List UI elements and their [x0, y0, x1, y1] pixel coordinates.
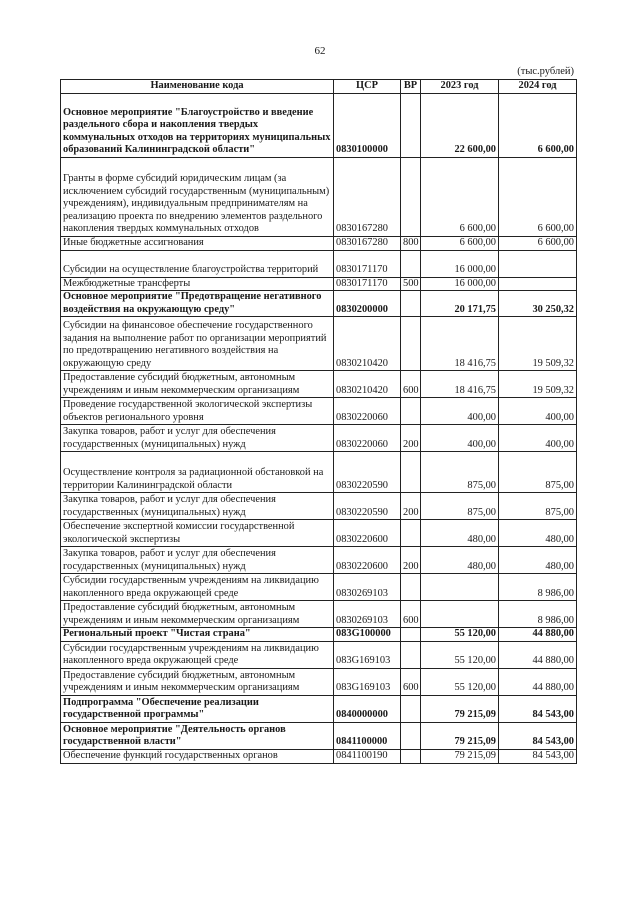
table-row — [61, 601, 577, 628]
table-row — [61, 493, 577, 520]
cell-2023: 22 600,00 — [421, 94, 499, 158]
cell-vr — [401, 520, 421, 547]
cell-vr: 600 — [401, 601, 421, 628]
cell-vr — [401, 291, 421, 317]
units-label: (тыс.рублей) — [517, 66, 574, 77]
table-row — [61, 398, 577, 425]
cell-2023: 6 600,00 — [421, 237, 499, 251]
cell-name: Обеспечение экспертной комиссии государственной экологической экспертизы — [61, 520, 334, 547]
table-body — [61, 94, 577, 764]
cell-2024: 8 986,00 — [499, 574, 577, 601]
cell-csr: 0830269103 — [334, 574, 401, 601]
table-row — [61, 722, 577, 749]
cell-vr — [401, 317, 421, 371]
cell-2023: 875,00 — [421, 452, 499, 493]
cell-csr: 0841100190 — [334, 749, 401, 763]
header-vr: ВР — [401, 80, 421, 94]
header-csr: ЦСР — [334, 80, 401, 94]
cell-2023: 79 215,09 — [421, 722, 499, 749]
cell-name: Предоставление субсидий бюджетным, автономным учреждениям и иным некоммерческим организациям — [61, 668, 334, 695]
cell-2023: 6 600,00 — [421, 158, 499, 237]
table-row — [61, 547, 577, 574]
cell-csr: 0830167280 — [334, 158, 401, 237]
table-row — [61, 94, 577, 158]
cell-2024: 8 986,00 — [499, 601, 577, 628]
table-row — [61, 628, 577, 642]
cell-2024: 19 509,32 — [499, 371, 577, 398]
table-row — [61, 695, 577, 722]
cell-name: Осуществление контроля за радиационной обстановкой на территории Калининградской области — [61, 452, 334, 493]
cell-2024: 44 880,00 — [499, 641, 577, 668]
table-row — [61, 237, 577, 251]
cell-vr — [401, 452, 421, 493]
cell-2024: 400,00 — [499, 425, 577, 452]
table-row — [61, 425, 577, 452]
cell-name: Предоставление субсидий бюджетным, автономным учреждениям и иным некоммерческим организациям — [61, 601, 334, 628]
page-number: 62 — [314, 45, 326, 57]
cell-csr: 0830200000 — [334, 291, 401, 317]
cell-2024: 44 880,00 — [499, 628, 577, 642]
cell-csr: 0830220590 — [334, 452, 401, 493]
table-row — [61, 668, 577, 695]
cell-vr: 200 — [401, 425, 421, 452]
cell-2023: 480,00 — [421, 520, 499, 547]
table-header-row — [61, 80, 577, 94]
cell-2024: 480,00 — [499, 547, 577, 574]
cell-csr: 0830220600 — [334, 547, 401, 574]
cell-name: Проведение государственной экологической экспертизы объектов регионального уровня — [61, 398, 334, 425]
cell-vr — [401, 94, 421, 158]
cell-name: Субсидии государственным учреждениям на ликвидацию накопленного вреда окружающей среде — [61, 641, 334, 668]
cell-2024: 875,00 — [499, 493, 577, 520]
cell-vr: 200 — [401, 547, 421, 574]
cell-csr: 083G169103 — [334, 641, 401, 668]
cell-vr — [401, 695, 421, 722]
cell-2024 — [499, 250, 577, 277]
cell-name: Подпрограмма "Обеспечение реализации государственной программы" — [61, 695, 334, 722]
cell-name: Субсидии на осуществление благоустройства территорий — [61, 250, 334, 277]
cell-csr: 0830100000 — [334, 94, 401, 158]
cell-csr: 0830210420 — [334, 371, 401, 398]
cell-name: Закупка товаров, работ и услуг для обеспечения государственных (муниципальных) нужд — [61, 493, 334, 520]
table-row — [61, 371, 577, 398]
cell-2023: 18 416,75 — [421, 317, 499, 371]
cell-2023: 18 416,75 — [421, 371, 499, 398]
cell-2023: 55 120,00 — [421, 668, 499, 695]
cell-name: Закупка товаров, работ и услуг для обеспечения государственных (муниципальных) нужд — [61, 425, 334, 452]
cell-csr: 0830220060 — [334, 398, 401, 425]
cell-csr: 0830210420 — [334, 317, 401, 371]
cell-2023: 480,00 — [421, 547, 499, 574]
cell-name: Основное мероприятие "Благоустройство и введение раздельного сбора и накопления твердых коммунальных отходов на территориях муниципальных образований Калининградской области" — [61, 94, 334, 158]
table-row — [61, 452, 577, 493]
cell-2023: 55 120,00 — [421, 641, 499, 668]
table-row — [61, 520, 577, 547]
cell-2024: 84 543,00 — [499, 749, 577, 763]
cell-vr: 200 — [401, 493, 421, 520]
cell-name: Субсидии на финансовое обеспечение государственного задания на выполнение работ по организации мероприятий по предотвращению негативного воздействия на окружающую среду — [61, 317, 334, 371]
cell-csr: 0830171170 — [334, 250, 401, 277]
cell-csr: 0840000000 — [334, 695, 401, 722]
cell-2024: 44 880,00 — [499, 668, 577, 695]
table-row — [61, 641, 577, 668]
cell-vr — [401, 641, 421, 668]
header-name: Наименование кода — [61, 80, 334, 94]
cell-vr — [401, 250, 421, 277]
cell-2024: 19 509,32 — [499, 317, 577, 371]
cell-2023: 55 120,00 — [421, 628, 499, 642]
cell-name: Межбюджетные трансферты — [61, 277, 334, 291]
cell-name: Гранты в форме субсидий юридическим лицам (за исключением субсидий государственным (муниципальным) учреждениям), индивидуальным предпринимателям на реализацию проекта по внедрению элементов раздельного накопления твердых коммунальных отходов — [61, 158, 334, 237]
cell-2023: 400,00 — [421, 398, 499, 425]
cell-csr: 0830269103 — [334, 601, 401, 628]
header-2023: 2023 год — [421, 80, 499, 94]
table-row — [61, 291, 577, 317]
cell-vr — [401, 628, 421, 642]
cell-2023: 16 000,00 — [421, 277, 499, 291]
cell-2024: 84 543,00 — [499, 722, 577, 749]
cell-vr: 600 — [401, 371, 421, 398]
cell-2023: 20 171,75 — [421, 291, 499, 317]
table-row — [61, 277, 577, 291]
cell-2024: 875,00 — [499, 452, 577, 493]
cell-csr: 083G169103 — [334, 668, 401, 695]
cell-2024: 30 250,32 — [499, 291, 577, 317]
cell-csr: 0830167280 — [334, 237, 401, 251]
cell-name: Основное мероприятие "Предотвращение негативного воздействия на окружающую среду" — [61, 291, 334, 317]
cell-vr — [401, 398, 421, 425]
cell-2024: 6 600,00 — [499, 237, 577, 251]
cell-csr: 0830220600 — [334, 520, 401, 547]
cell-csr: 0830220060 — [334, 425, 401, 452]
cell-2024: 400,00 — [499, 398, 577, 425]
cell-2024 — [499, 277, 577, 291]
cell-2024: 84 543,00 — [499, 695, 577, 722]
cell-vr: 500 — [401, 277, 421, 291]
cell-csr: 0830171170 — [334, 277, 401, 291]
cell-name: Региональный проект "Чистая страна" — [61, 628, 334, 642]
cell-2023 — [421, 574, 499, 601]
cell-2024: 6 600,00 — [499, 94, 577, 158]
table-row — [61, 749, 577, 763]
cell-csr: 0841100000 — [334, 722, 401, 749]
cell-2023: 79 215,09 — [421, 749, 499, 763]
table-row — [61, 317, 577, 371]
cell-vr — [401, 574, 421, 601]
cell-vr — [401, 722, 421, 749]
cell-vr: 800 — [401, 237, 421, 251]
cell-name: Закупка товаров, работ и услуг для обеспечения государственных (муниципальных) нужд — [61, 547, 334, 574]
budget-table — [60, 79, 577, 764]
cell-2023: 400,00 — [421, 425, 499, 452]
cell-2024: 6 600,00 — [499, 158, 577, 237]
cell-name: Основное мероприятие "Деятельность органов государственной власти" — [61, 722, 334, 749]
cell-name: Иные бюджетные ассигнования — [61, 237, 334, 251]
cell-2023: 875,00 — [421, 493, 499, 520]
cell-2023: 16 000,00 — [421, 250, 499, 277]
table-row — [61, 158, 577, 237]
cell-2024: 480,00 — [499, 520, 577, 547]
cell-2023 — [421, 601, 499, 628]
cell-csr: 0830220590 — [334, 493, 401, 520]
cell-vr — [401, 158, 421, 237]
table-row — [61, 574, 577, 601]
cell-name: Обеспечение функций государственных органов — [61, 749, 334, 763]
cell-csr: 083G100000 — [334, 628, 401, 642]
table-row — [61, 250, 577, 277]
cell-vr: 600 — [401, 668, 421, 695]
cell-2023: 79 215,09 — [421, 695, 499, 722]
cell-name: Предоставление субсидий бюджетным, автономным учреждениям и иным некоммерческим организациям — [61, 371, 334, 398]
cell-name: Субсидии государственным учреждениям на ликвидацию накопленного вреда окружающей среде — [61, 574, 334, 601]
cell-vr — [401, 749, 421, 763]
header-2024: 2024 год — [499, 80, 577, 94]
